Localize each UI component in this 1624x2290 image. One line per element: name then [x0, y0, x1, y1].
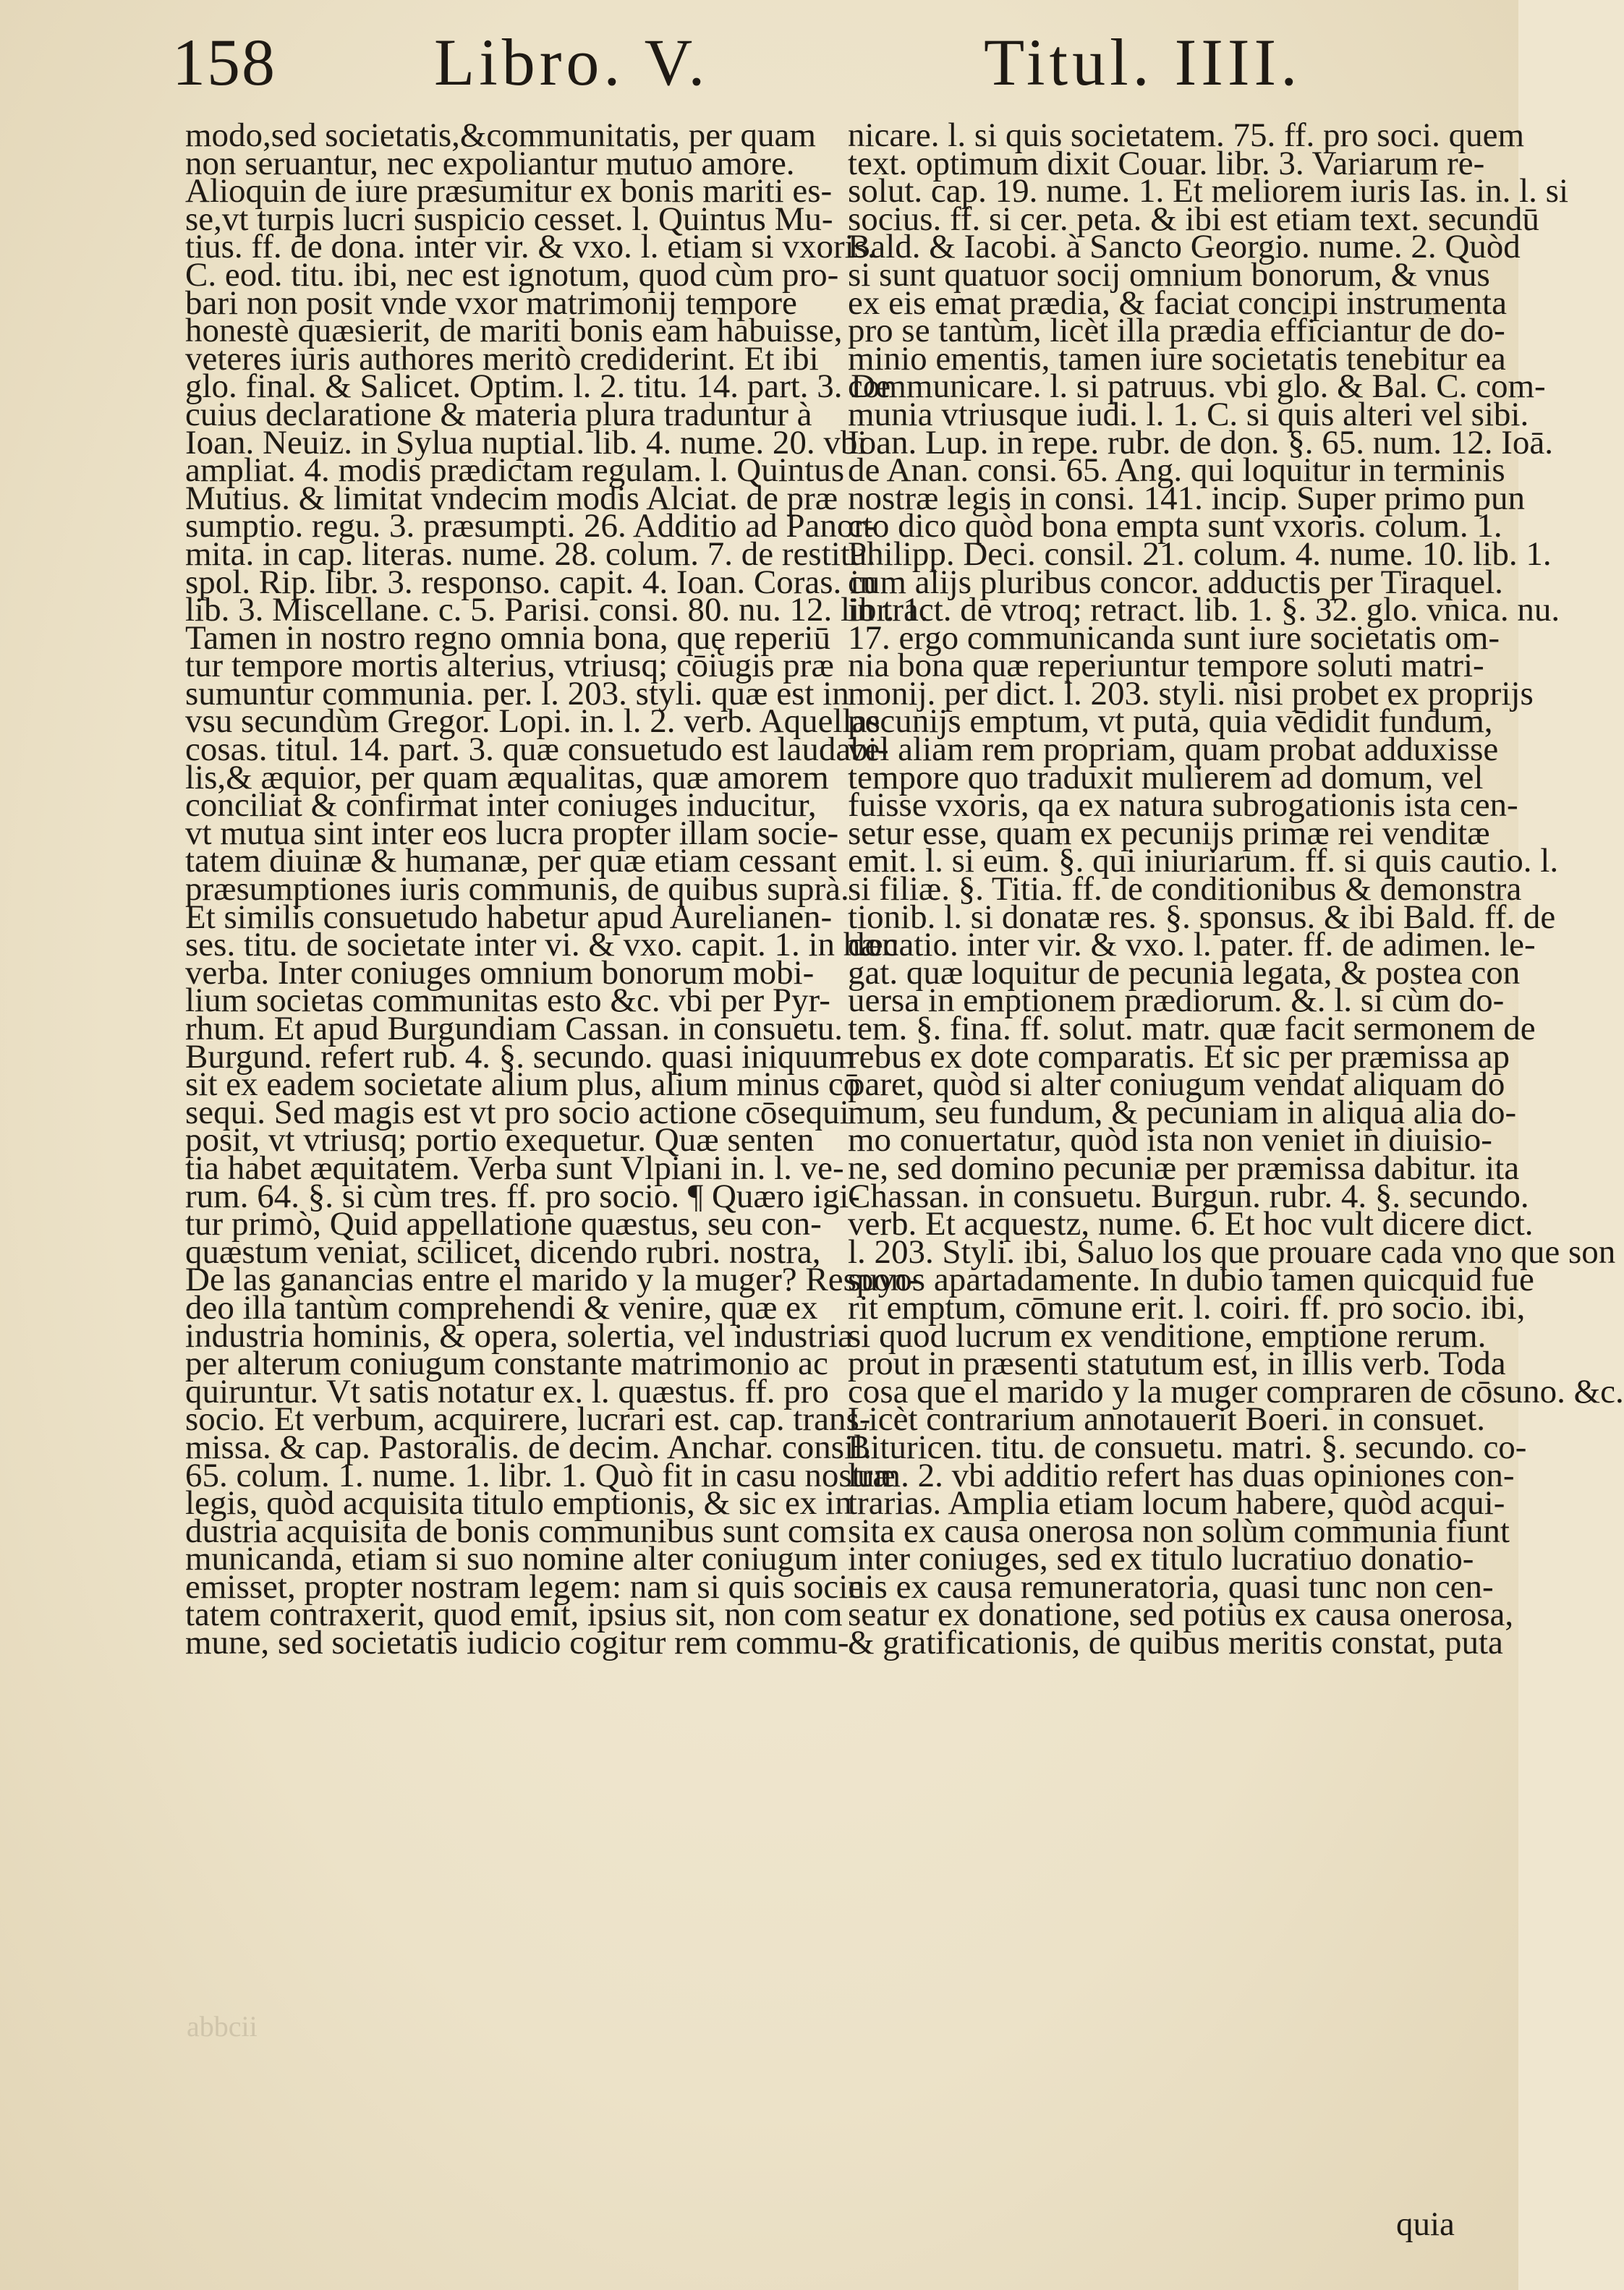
- text-line: rhum. Et apud Burgundiam Cassan. in consuetu.: [185, 1010, 843, 1047]
- text-line: rebus ex dote comparatis. Et sic per præmissa ap: [848, 1037, 1510, 1076]
- text-line: De las ganancias entre el marido y la muger? Respon-: [185, 1261, 919, 1299]
- text-line: ampliat. 4. modis prædictam regulam. l. Quintus: [185, 451, 845, 490]
- text-line: uersa in emptionem prædiorum. &. l. si cùm do-: [848, 982, 1505, 1020]
- text-line: C. eod. titu. ibi, nec est ignotum, quod cùm pro-: [185, 255, 839, 294]
- text-line: sit ex eadem societate alium plus, alium minus cō: [185, 1065, 861, 1104]
- text-line: socius. ff. si cer. peta. & ibi est etiam text. secundū: [848, 200, 1539, 238]
- text-line: lum. 2. vbi additio refert has duas opiniones con-: [848, 1456, 1515, 1494]
- text-line: mum, seu fundum, & pecuniam in aliqua alia do-: [848, 1093, 1517, 1131]
- text-line: sumuntur communia. per. l. 203. styli. quæ est in: [185, 674, 849, 712]
- text-line: Alioquin de iure præsumitur ex bonis mariti es-: [185, 172, 833, 210]
- text-line: emisset, propter nostram legem: nam si quis socie: [185, 1567, 864, 1606]
- text-line: Mutius. & limitat vndecim modis Alciat. de præ: [185, 479, 838, 517]
- text-line: minio ementis, tamen iure societatis tenebitur ea: [848, 339, 1506, 378]
- text-line: mita. in cap. literas. nume. 28. colum. 7. de restitu.: [185, 535, 876, 573]
- text-line: quæstum veniat, scilicet, dicendo rubri. nostra,: [185, 1233, 821, 1271]
- text-line: donatio. inter vir. & vxo. l. pater. ff. de adimen. le-: [848, 926, 1536, 964]
- text-line: prout in præsenti statutum est, in illis verb. Toda: [848, 1345, 1506, 1383]
- text-line: deo illa tantùm comprehendi & venire, quæ ex: [185, 1288, 818, 1327]
- text-line: l. 203. Styli. ibi, Saluo los que prouare cada vno que son: [848, 1233, 1616, 1271]
- text-line: communicare. l. si patruus. vbi glo. & Bal. C. com-: [848, 367, 1546, 406]
- text-line: præsumptiones iuris communis, de quibus suprà.: [185, 870, 849, 908]
- text-line: nicare. l. si quis societatem. 75. ff. pro soci. quem: [848, 116, 1524, 154]
- text-line: tius. ff. de dona. inter vir. & vxo. l. etiam si vxoris.: [185, 228, 876, 266]
- text-line: spol. Rip. libr. 3. responso. capit. 4. Ioan. Coras. in: [185, 563, 877, 601]
- text-line: tionib. l. si donatæ res. §. sponsus. & ibi Bald. ff. de: [848, 898, 1556, 936]
- folio-number: 158: [172, 25, 276, 99]
- text-line: Licèt contrarium annotauerit Boeri. in consuet.: [848, 1400, 1485, 1439]
- text-line: Philipp. Deci. consil. 21. colum. 4. nume. 10. lib. 1.: [848, 535, 1552, 573]
- text-line: non seruantur, nec expoliantur mutuo amore.: [185, 144, 795, 182]
- running-head-title: Titul. IIII.: [984, 25, 1302, 99]
- text-line: socio. Et verbum, acquirere, lucrari est. cap. trans-: [185, 1400, 871, 1439]
- text-line: municanda, etiam si suo nomine alter coniugum: [185, 1540, 838, 1578]
- text-line: Bituricen. titu. de consuetu. matri. §. secundo. co-: [848, 1428, 1527, 1466]
- text-line: verba. Inter coniuges omnium bonorum mobi-: [185, 953, 815, 992]
- text-line: nis ex causa remuneratoria, quasi tunc non cen-: [848, 1567, 1494, 1606]
- text-line: pro se tantùm, licèt illa prædia efficiantur de do-: [848, 312, 1505, 350]
- text-line: cto dico quòd bona empta sunt vxoris. colum. 1.: [848, 507, 1502, 545]
- text-line: mo conuertatur, quòd ista non veniet in diuisio-: [848, 1121, 1492, 1159]
- text-line: legis, quòd acquisita titulo emptionis, & sic ex in: [185, 1484, 852, 1523]
- text-line: trarias. Amplia etiam locum habere, quòd acqui-: [848, 1484, 1505, 1523]
- text-line: se,vt turpis lucri suspicio cesset. l. Quintus Mu-: [185, 200, 833, 238]
- text-line: paret, quòd si alter coniugum vendat aliquam do: [848, 1065, 1505, 1104]
- text-line: honestè quæsierit, de mariti bonis eam habuisse,: [185, 312, 843, 350]
- text-line: nostræ legis in consi. 141. incip. Super primo pun: [848, 479, 1526, 517]
- text-line: tem. §. fina. ff. solut. matr. quæ facit sermonem de: [848, 1010, 1536, 1047]
- text-line: & gratificationis, de quibus meritis constat, puta: [848, 1624, 1503, 1662]
- text-line: posit, vt vtriusq; portio exequetur. Quæ senten: [185, 1121, 815, 1159]
- text-line: fuisse vxoris, qa ex natura subrogationis ista cen-: [848, 786, 1518, 825]
- text-line: ne, sed domino pecuniæ per præmissa dabitur. ita: [848, 1149, 1520, 1187]
- text-line: Bald. & Iacobi. à Sancto Georgio. nume. 2. Quòd: [848, 228, 1521, 266]
- text-line: tempore quo traduxit mulierem ad domum, vel: [848, 758, 1484, 796]
- text-line: per alterum coniugum constante matrimonio ac: [185, 1345, 828, 1383]
- text-line: conciliat & confirmat inter coniuges inducitur,: [185, 786, 817, 825]
- text-line: verb. Et acquestz, nume. 6. Et hoc vult dicere dict.: [848, 1205, 1534, 1243]
- text-line: munia vtriusque iudi. l. 1. C. si quis alteri vel sibi.: [848, 395, 1529, 433]
- right-text-column: [848, 116, 1624, 1662]
- text-line: tatem contraxerit, quod emit, ipsius sit, non com: [185, 1596, 843, 1634]
- text-line: sita ex causa onerosa non solùm communia fiunt: [848, 1512, 1510, 1550]
- text-line: rit emptum, cōmune erit. l. coiri. ff. pro socio. ibi,: [848, 1288, 1526, 1327]
- text-line: in tract. de vtroq; retract. lib. 1. §. 32. glo. vnica. nu.: [848, 591, 1560, 629]
- text-line: tur tempore mortis alterius, vtriusq; cōiugis præ: [185, 647, 834, 685]
- text-line: cum alijs pluribus concor. adductis per Tiraquel.: [848, 563, 1503, 601]
- text-line: monij. per dict. l. 203. styli. nisi probet ex proprijs: [848, 674, 1534, 712]
- running-head-book: Libro. V.: [434, 25, 710, 99]
- text-line: cosas. titul. 14. part. 3. quæ consuetudo est laudabi-: [185, 731, 889, 769]
- text-line: vt mutua sint inter eos lucra propter illam socie-: [185, 814, 839, 852]
- text-line: tatem diuinæ & humanæ, per quæ etiam cessant: [185, 842, 837, 880]
- text-line: cosa que el marido y la muger compraren de cōsuno. &c.: [848, 1372, 1624, 1410]
- text-line: rum. 64. §. si cùm tres. ff. pro socio. ¶ Quæro igi-: [185, 1177, 860, 1215]
- text-line: sumptio. regu. 3. præsumpti. 26. Additio ad Panor-: [185, 507, 876, 545]
- text-line: sequi. Sed magis est vt pro socio actione cōsequi: [185, 1093, 849, 1131]
- text-line: 17. ergo communicanda sunt iure societatis om-: [848, 618, 1500, 657]
- text-line: bari non posit vnde vxor matrimonij tempore: [185, 284, 797, 322]
- text-line: glo. final. & Salicet. Optim. l. 2. titu. 14. part. 3. De: [185, 367, 891, 406]
- text-line: si quod lucrum ex venditione, emptione rerum.: [848, 1316, 1487, 1355]
- text-line: veteres iuris authores meritò crediderint. Et ibi: [185, 339, 819, 378]
- left-text-column: [185, 116, 929, 1662]
- text-line: modo,sed societatis,&communitatis, per quam: [185, 116, 816, 154]
- text-line: pecunijs emptum, vt puta, quia vēdidit fundum,: [848, 702, 1493, 741]
- text-line: nia bona quæ reperiuntur tempore soluti matri-: [848, 647, 1484, 685]
- text-line: seatur ex donatione, sed potiùs ex causa onerosa,: [848, 1596, 1514, 1634]
- text-line: lium societas communitas esto &c. vbi per Pyr-: [185, 982, 830, 1020]
- text-line: Chassan. in consuetu. Burgun. rubr. 4. §. secundo.: [848, 1177, 1529, 1215]
- text-line: Ioan. Neuiz. in Sylua nuptial. lib. 4. nume. 20. vbi: [185, 423, 867, 461]
- text-line: ex eis emat prædia, & faciat concipi instrumenta: [848, 284, 1507, 322]
- text-line: dustria acquisita de bonis communibus sunt com: [185, 1512, 846, 1550]
- text-line: emit. l. si eum. §. qui iniuriarum. ff. si quis cautio. l.: [848, 842, 1559, 880]
- text-line: tur primò, Quid appellatione quæstus, seu con-: [185, 1205, 822, 1243]
- text-line: solut. cap. 19. nume. 1. Et meliorem iuris Ias. in. l. si: [848, 172, 1568, 210]
- text-line: missa. & cap. Pastoralis. de decim. Anchar. consil.: [185, 1428, 872, 1466]
- text-line: si sunt quatuor socij omnium bonorum, & vnus: [848, 255, 1490, 294]
- text-line: mune, sed societatis iudicio cogitur rem commu-: [185, 1624, 849, 1662]
- text-line: lib. 3. Miscellane. c. 5. Parisi. consi. 80. nu. 12. libr. 1.: [185, 591, 929, 629]
- text-line: quiruntur. Vt satis notatur ex. l. quæstus. ff. pro: [185, 1372, 829, 1410]
- text-line: lis,& æquior, per quam æqualitas, quæ amorem: [185, 758, 829, 796]
- catchword: quia: [1396, 2205, 1455, 2243]
- text-line: industria hominis, & opera, solertia, vel industria: [185, 1316, 853, 1355]
- text-line: Burgund. refert rub. 4. §. secundo. quasi iniquum: [185, 1037, 855, 1076]
- text-line: Et similis consuetudo habetur apud Aurelianen-: [185, 898, 833, 936]
- text-line: gat. quæ loquitur de pecunia legata, & postea con: [848, 953, 1521, 992]
- text-line: vel aliam rem propriam, quam probat adduxisse: [848, 731, 1499, 769]
- bleed-through-mark: abbcii: [187, 2010, 258, 2043]
- text-line: tia habet æquitatem. Verba sunt Vlpiani in. l. ve-: [185, 1149, 844, 1187]
- text-line: ses. titu. de societate inter vi. & vxo. capit. 1. in hæc: [185, 926, 898, 964]
- text-line: suyos apartadamente. In dubio tamen quicquid fue: [848, 1261, 1534, 1299]
- text-line: Ioan. Lup. in repe. rubr. de don. §. 65. num. 12. Ioā.: [848, 423, 1554, 461]
- text-line: 65. colum. 1. nume. 1. libr. 1. Quò fit in casu nostræ: [185, 1456, 896, 1494]
- text-line: de Anan. consi. 65. Ang. qui loquitur in terminis: [848, 451, 1505, 490]
- text-line: text. optimum dixit Couar. libr. 3. Variarum re-: [848, 144, 1485, 182]
- text-line: inter coniuges, sed ex titulo lucratiuo donatio-: [848, 1540, 1474, 1578]
- text-line: setur esse, quam ex pecunijs primæ rei venditæ: [848, 814, 1490, 852]
- text-line: si filiæ. §. Titia. ff. de conditionibus & demonstra: [848, 870, 1522, 908]
- text-line: cuius declaratione & materia plura traduntur à: [185, 395, 812, 433]
- text-line: Tamen in nostro regno omnia bona, quę reperiū: [185, 618, 831, 657]
- text-line: vsu secundùm Gregor. Lopi. in. l. 2. verb. Aquellas: [185, 702, 880, 741]
